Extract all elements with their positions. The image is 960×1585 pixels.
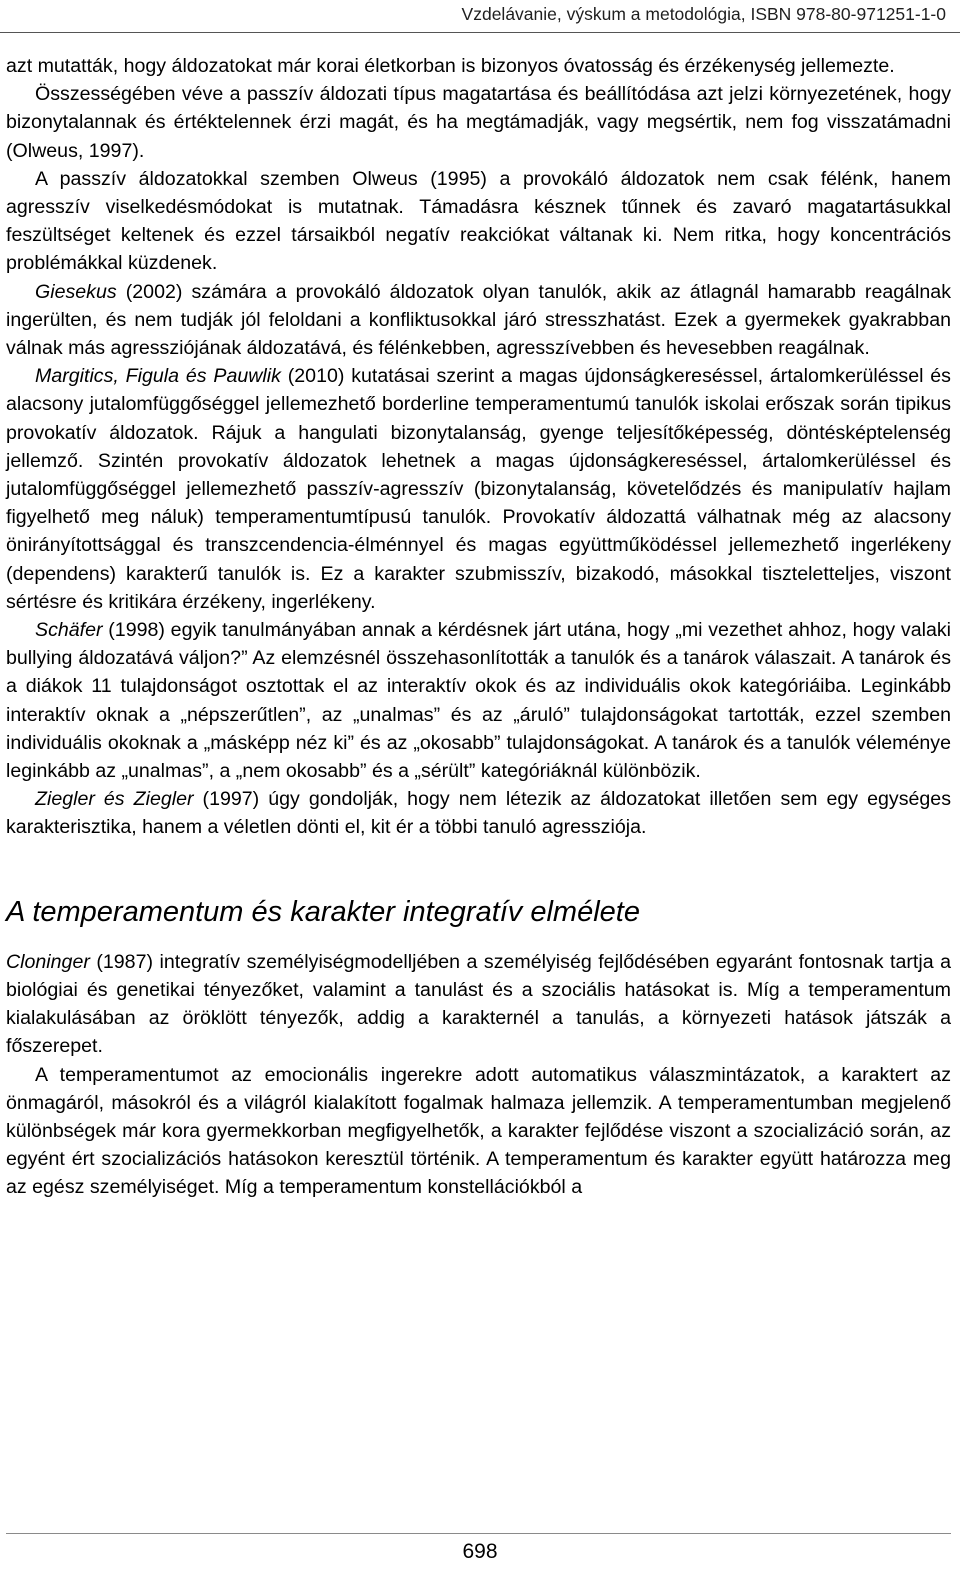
citation-author: Giesekus [35, 280, 117, 303]
paragraph-text: (2010) kutatásai szerint a magas újdonságkereséssel, ártalomkerüléssel és alacsony jutalomfüggőséggel jellemezhető borderline temperamentumú tanulók iskolai erőszak során tipikus provokatív áldozatok. Rájuk a hangulati bizonytalanság, gyenge teljesítőképesség, döntésképtelenség jellemző. Szintén provokatív áldozatok lehetnek a magas újdonságkereséssel, ártalomkerüléssel és jutalomfüggőséggel jellemezhető passzív-agresszív (bizonytalanság, követelődzés és manipulatív hajlam figyelhető meg náluk) temperamentumtípusú tanulók. Provokatív áldozattá válhatnak még az alacsony önirányítottsággal és transzcendencia-élménnyel és magas együttműködéssel jellemezhető ingerlékeny (dependens) karakterű tanulók is. Ez a karakter szubmisszív, bizakodó, másokkal tiszteletteljes, viszont sértésre és kritikára érzékeny, ingerlékeny. [6, 365, 951, 613]
running-header: Vzdelávanie, výskum a metodológia, ISBN 978-80-971251-1-0 [461, 4, 946, 24]
paragraph-text: (2002) számára a provokáló áldozatok olyan tanulók, akik az átlagnál hamarabb reagálnak ingerülten, és nem tudják jól feloldani a konfliktusokkal járó stresszhatást. Ezek a gyermekek gyakrabban válnak más agressziójának áldozatává, és félénkebben, agresszívebben és hevesebben reagálnak. [6, 280, 951, 360]
paragraph-continuation: azt mutatták, hogy áldozatokat már korai életkorban is bizonyos óvatosság és érzékenység jellemezte. [6, 55, 895, 77]
paragraph-schafer [6, 616, 951, 785]
paragraph-ziegler [6, 785, 951, 841]
paragraph-margitics [6, 362, 951, 616]
paragraph-text: (1998) egyik tanulmányában annak a kérdésnek járt utána, hogy „mi vezethet ahhoz, hogy valaki bullying áldozatává váljon?” Az elemzésnél összehasonlították a tanulók és a tanárok válaszait. A tanárok és a diákok 11 tulajdonságot osztottak el az interaktív okok és az individuális okok kategóriáiba. Leginkább interaktív oknak a „népszerűtlen”, az „unalmas” és az „áruló” tulajdonságokat tartották, ezzel szemben individuális okoknak a „másképp néz ki” és az „okosabb” tulajdonságokat. A tanárok és a tanulók véleménye leginkább az „unalmas”, a „nem okosabb” és a „sérült” kategóriáknál különbözik. [6, 619, 951, 783]
paragraph-passive-summary: Összességében véve a passzív áldozati típus magatartása és beállítódása azt jelzi környezetének, hogy bizonytalannak és értéktelennek érzi magát, és ha megtámadják, vagy megsértik, nem fog visszatámadni (Olweus, 1997). [6, 83, 951, 162]
footer-rule [6, 1533, 951, 1534]
citation-author: Cloninger [6, 950, 90, 973]
paragraph-text: (1997) úgy gondolják, hogy nem létezik az áldozatokat illetően sem egy egységes karakterisztika, hanem a véletlen dönti el, kit ér a többi tanuló agressziója. [6, 788, 951, 839]
paragraph-text: (1987) integratív személyiségmodelljében a személyiség fejlődésében egyaránt fontosnak tartja a biológiai és genetikai tényezőket, valamint a tanulást és a szociális hatásokat is. Míg a temperamentum kialakulásában az öröklött tényezők, addig a karakternél a tanulás, a környezeti hatások játszák a főszerepet. [6, 950, 951, 1058]
paragraph-temperament: A temperamentumot az emocionális ingerekre adott automatikus válaszmintázatok, a karaktert az önmagáról, másokról és a világról kialakított fogalmak halmaza jellemzik. A temperamentumban megjelenő különbségek már kora gyermekkorban megfigyelhetők, a karakter fejlődése viszont a szocializáció során, az egyént ért szocializációs hatásokon keresztül történik. A temperamentum és karakter együtt határozza meg az egész személyiséget. Míg a temperamentum konstellációkból a [6, 1063, 951, 1199]
citation-author: Ziegler és Ziegler [35, 788, 194, 811]
paragraph-provocative-victims: A passzív áldozatokkal szemben Olweus (1995) a provokáló áldozatok nem csak félénk, hanem agresszív viselkedésmódokat is mutatnak. Támadásra késznek tűnnek és zavaró magatartásukkal feszültséget keltenek és ezzel társaikból negatív reakciókat váltanak ki. Nem ritka, hogy koncentrációs problémákkal küzdenek. [6, 167, 951, 275]
document-body [6, 52, 951, 1202]
citation-author: Margitics, Figula és Pauwlik [35, 365, 281, 388]
section-heading: A temperamentum és karakter integratív elmélete [6, 895, 640, 928]
page-number: 698 [462, 1540, 498, 1563]
paragraph-cloninger [6, 948, 951, 1061]
header-rule [0, 32, 960, 33]
citation-author: Schäfer [35, 619, 103, 642]
paragraph-giesekus [6, 278, 951, 363]
